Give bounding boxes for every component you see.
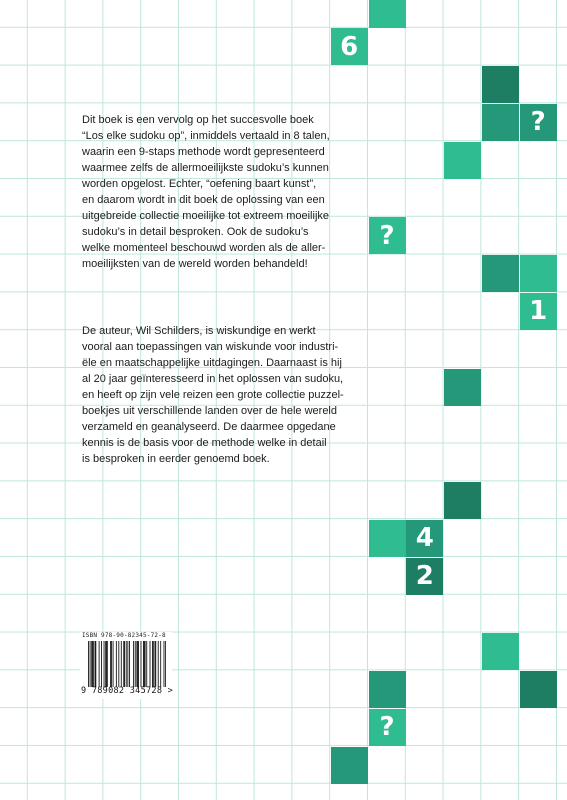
barcode-bar	[155, 641, 156, 687]
intro-line: waarin een 9-staps methode wordt gepresenteerd	[82, 146, 325, 158]
intro-line: waarmee zelfs de allermoeilijkste sudoku’s kunnen	[82, 162, 329, 174]
barcode-bar	[92, 641, 93, 687]
intro-line: Dit boek is een vervolg op het succesvolle boek	[82, 114, 314, 126]
barcode-bar	[158, 641, 159, 687]
barcode-bar	[153, 641, 154, 687]
filled-square	[482, 66, 519, 103]
author-line: is besproken in eerder genoemd boek.	[82, 453, 270, 465]
filled-square	[444, 369, 481, 406]
filled-square	[444, 482, 481, 519]
barcode-bar	[95, 641, 96, 687]
barcode-bar	[150, 641, 151, 687]
number-square	[520, 293, 557, 330]
barcode-bar	[88, 641, 89, 687]
intro-line: moeilijksten van de wereld worden behandeld!	[82, 258, 308, 270]
barcode-bar	[124, 641, 125, 687]
barcode-bar	[164, 641, 165, 687]
barcode-bar	[152, 641, 153, 687]
barcode-bar	[111, 641, 112, 687]
filled-square	[482, 255, 519, 292]
barcode-bar	[110, 641, 111, 687]
isbn-label: ISBN 978-90-82345-72-8	[82, 632, 166, 639]
square-glyph: 4	[415, 523, 434, 554]
barcode-bar	[136, 641, 137, 687]
barcode-bar	[113, 641, 114, 687]
barcode-bar	[93, 641, 94, 687]
barcode-bar	[101, 641, 102, 687]
filled-square	[520, 255, 557, 292]
filled-square	[369, 671, 406, 708]
intro-line: worden opgelost. Echter, “oefening baart kunst”,	[82, 178, 317, 190]
question-square	[520, 104, 557, 141]
number-square	[406, 558, 443, 595]
square-glyph: ?	[530, 107, 546, 138]
author-line: al 20 jaar geïnteresseerd in het oplossen van sudoku,	[82, 373, 344, 385]
square-glyph: ?	[379, 220, 395, 251]
author-line: verzameld en geanalyseerd. De daarmee opgedane	[82, 421, 336, 433]
barcode-bar	[116, 641, 117, 687]
number-square	[406, 520, 443, 557]
author-line: en heeft op zijn vele reizen een grote collectie puzzel-	[82, 389, 344, 401]
intro-line: “Los elke sudoku op”, inmiddels vertaald in 8 talen,	[82, 130, 330, 142]
question-square	[369, 217, 406, 254]
intro-line: welke momenteel beschouwd worden als de aller-	[82, 242, 326, 254]
author-line: boekjes uit verschillende landen over de hele wereld	[82, 405, 337, 417]
barcode-bar	[91, 641, 92, 687]
barcode-bar	[107, 641, 108, 687]
isbn-barcode	[80, 632, 172, 699]
barcode-bar	[138, 641, 139, 687]
barcode-bar	[106, 641, 107, 687]
barcode-bar	[143, 641, 144, 687]
author-line: ële en maatschappelijke uitdagingen. Daarnaast is hij	[82, 357, 342, 369]
barcode-bar	[127, 641, 128, 687]
filled-square	[369, 0, 406, 28]
author-paragraph	[82, 323, 372, 467]
barcode-bar	[126, 641, 127, 687]
author-line: De auteur, Wil Schilders, is wiskundige en werkt	[82, 325, 316, 337]
square-glyph: 1	[529, 296, 548, 327]
barcode-bar	[104, 641, 105, 687]
barcode-bar	[118, 641, 119, 687]
author-line: kennis is de basis voor de methode welke in detail	[82, 437, 327, 449]
barcode-bar	[160, 641, 161, 687]
intro-line: uitgebreide collectie moeilijke tot extreem moeilijke	[82, 210, 330, 222]
barcode-bar	[141, 641, 142, 687]
barcode-bar	[137, 641, 138, 687]
square-glyph: ?	[379, 712, 395, 743]
filled-square	[482, 104, 519, 141]
ean-digits: 9 789082 345728 >	[81, 686, 174, 696]
barcode-bar	[129, 641, 130, 687]
barcode-bar	[121, 641, 122, 687]
filled-square	[482, 633, 519, 670]
barcode-bars	[88, 641, 166, 687]
filled-square	[444, 142, 481, 179]
square-glyph: 2	[415, 561, 434, 591]
square-glyph: 6	[340, 31, 359, 62]
filled-square	[369, 520, 406, 557]
barcode-bar	[145, 641, 146, 687]
question-square	[369, 709, 406, 746]
number-square	[331, 28, 368, 65]
author-line: vooral aan toepassingen van wiskunde voor industri-	[82, 341, 339, 353]
intro-line: en daarom wordt in dit boek de oplossing van een	[82, 194, 325, 206]
barcode-bar	[95, 641, 96, 687]
barcode-bar	[90, 641, 91, 687]
barcode-bar	[105, 641, 106, 687]
filled-square	[520, 671, 557, 708]
barcode-bar	[99, 641, 100, 687]
barcode-bar	[144, 641, 145, 687]
barcode-bar	[165, 641, 166, 687]
barcode-bar	[123, 641, 124, 687]
intro-paragraph	[82, 112, 372, 272]
barcode-bar	[135, 641, 136, 687]
barcode-bar	[133, 641, 134, 687]
barcode-bar	[146, 641, 147, 687]
intro-line: sudoku’s in detail besproken. Ook de sudoku’s	[82, 226, 309, 238]
filled-square	[331, 747, 368, 784]
barcode-bar	[155, 641, 156, 687]
